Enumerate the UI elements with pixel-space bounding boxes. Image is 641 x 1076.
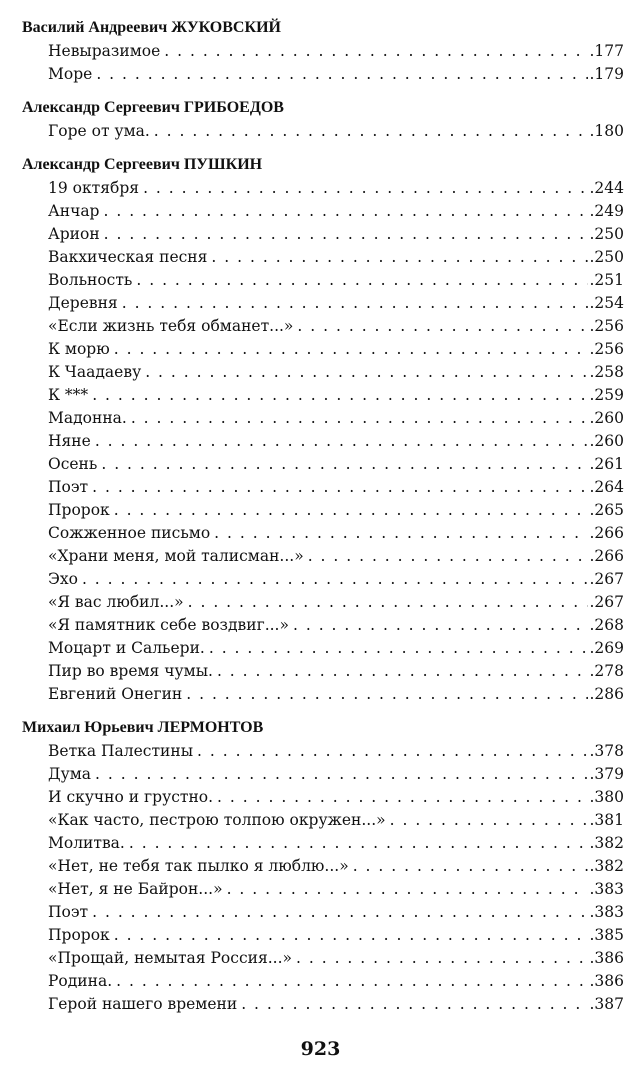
dot-leader (197, 740, 588, 763)
entry-page-number: .267 (588, 591, 624, 614)
dot-leader (103, 200, 588, 223)
entry-page-number: .265 (588, 499, 624, 522)
dot-leader (241, 993, 588, 1016)
entry-page-number: .260 (588, 430, 624, 453)
dot-leader (390, 809, 589, 832)
dot-leader (114, 499, 589, 522)
entry-title: «Я памятник себе воздвиг...» (48, 614, 293, 637)
entry-page-number: .385 (588, 924, 624, 947)
toc-entry (48, 315, 624, 338)
entry-title: Сожженное письмо (48, 522, 214, 545)
toc-entry (48, 591, 624, 614)
dot-leader (95, 763, 588, 786)
dot-leader (214, 522, 588, 545)
entry-title: Деревня (48, 292, 122, 315)
entry-list (22, 177, 624, 706)
entry-title: Моцарт и Сальери. (48, 637, 209, 660)
toc-entry (48, 476, 624, 499)
toc-entry (48, 522, 624, 545)
dot-leader (82, 568, 589, 591)
entry-title: Поэт (48, 901, 92, 924)
dot-leader (211, 246, 588, 269)
entry-page-number: .266 (588, 522, 624, 545)
toc-entry (48, 637, 624, 660)
entry-title: Анчар (48, 200, 103, 223)
entry-title: «Храни меня, мой талисман...» (48, 545, 308, 568)
toc-entry (48, 63, 624, 86)
dot-leader (131, 407, 589, 430)
toc-entry (48, 407, 624, 430)
entry-page-number: .381 (588, 809, 624, 832)
entry-page-number: .256 (588, 315, 624, 338)
toc-entry (48, 763, 624, 786)
dot-leader (143, 177, 588, 200)
entry-page-number: .383 (588, 878, 624, 901)
entry-page-number: .267 (588, 568, 624, 591)
dot-leader (96, 63, 588, 86)
entry-title: «Если жизнь тебя обманет...» (48, 315, 297, 338)
entry-page-number: .266 (588, 545, 624, 568)
dot-leader (164, 40, 588, 63)
toc-entry (48, 269, 624, 292)
entry-page-number: .286 (588, 683, 624, 706)
dot-leader (116, 970, 588, 993)
entry-page-number: .383 (588, 901, 624, 924)
dot-leader (296, 947, 588, 970)
entry-page-number: .269 (588, 637, 624, 660)
dot-leader (145, 361, 588, 384)
dot-leader (129, 832, 589, 855)
entry-title: «Нет, не тебя так пылко я люблю...» (48, 855, 353, 878)
author-heading: Михаил Юрьевич ЛЕРМОНТОВ (22, 719, 264, 736)
entry-title: «Нет, я не Байрон...» (48, 878, 227, 901)
author-heading: Александр Сергеевич ГРИБОЕДОВ (22, 99, 284, 116)
entry-title: Герой нашего времени (48, 993, 241, 1016)
toc-entry (48, 993, 624, 1016)
entry-title: К Чаадаеву (48, 361, 145, 384)
entry-page-number: .380 (588, 786, 624, 809)
entry-list (22, 120, 624, 143)
toc-entry (48, 40, 624, 63)
dot-leader (122, 292, 589, 315)
dot-leader (353, 855, 589, 878)
entry-page-number: .244 (588, 177, 624, 200)
dot-leader (217, 660, 589, 683)
toc-entry (48, 786, 624, 809)
entry-page-number: .387 (588, 993, 624, 1016)
dot-leader (227, 878, 589, 901)
toc-entry (48, 120, 624, 143)
toc-entry (48, 361, 624, 384)
toc-entry (48, 970, 624, 993)
toc-entry (48, 901, 624, 924)
toc-entry (48, 855, 624, 878)
dot-leader (104, 223, 589, 246)
entry-title: И скучно и грустно. (48, 786, 217, 809)
toc-entry (48, 660, 624, 683)
entry-title: Горе от ума. (48, 120, 154, 143)
entry-title: Вольность (48, 269, 136, 292)
entry-page-number: .268 (588, 614, 624, 637)
entry-title: Море (48, 63, 96, 86)
entry-list (22, 40, 624, 86)
dot-leader (114, 924, 589, 947)
author-heading: Василий Андреевич ЖУКОВСКИЙ (22, 19, 281, 36)
entry-title: Няне (48, 430, 95, 453)
entry-list (22, 740, 624, 1016)
entry-title: «Я вас любил...» (48, 591, 188, 614)
entry-title: Дума (48, 763, 95, 786)
dot-leader (101, 453, 588, 476)
toc-entry (48, 947, 624, 970)
entry-page-number: .382 (588, 832, 624, 855)
entry-title: Невыразимое (48, 40, 164, 63)
entry-page-number: .261 (588, 453, 624, 476)
entry-page-number: .386 (588, 970, 624, 993)
entry-title: Осень (48, 453, 101, 476)
toc-entry (48, 809, 624, 832)
dot-leader (188, 591, 589, 614)
dot-leader (217, 786, 588, 809)
toc-entry (48, 832, 624, 855)
toc-entry (48, 924, 624, 947)
toc-entry (48, 614, 624, 637)
toc-entry (48, 499, 624, 522)
entry-page-number: .259 (588, 384, 624, 407)
entry-page-number: .379 (588, 763, 624, 786)
dot-leader (92, 476, 588, 499)
entry-page-number: .179 (588, 63, 624, 86)
dot-leader (297, 315, 588, 338)
entry-title: «Как часто, пестрою толпою окружен...» (48, 809, 390, 832)
entry-page-number: .382 (588, 855, 624, 878)
toc-entry (48, 740, 624, 763)
author-section (22, 153, 624, 706)
dot-leader (92, 901, 588, 924)
entry-page-number: .256 (588, 338, 624, 361)
author-section (22, 16, 624, 86)
entry-page-number: .386 (588, 947, 624, 970)
entry-title: Ветка Палестины (48, 740, 197, 763)
entry-title: 19 октября (48, 177, 143, 200)
entry-title: Арион (48, 223, 104, 246)
entry-page-number: .278 (588, 660, 624, 683)
table-of-contents (22, 16, 624, 1016)
entry-page-number: .249 (588, 200, 624, 223)
entry-page-number: .258 (588, 361, 624, 384)
entry-page-number: .264 (588, 476, 624, 499)
dot-leader (154, 120, 589, 143)
toc-entry (48, 384, 624, 407)
dot-leader (293, 614, 589, 637)
entry-title: Эхо (48, 568, 82, 591)
toc-entry (48, 545, 624, 568)
toc-entry (48, 292, 624, 315)
author-heading: Александр Сергеевич ПУШКИН (22, 156, 263, 173)
toc-entry (48, 878, 624, 901)
toc-entry (48, 683, 624, 706)
dot-leader (186, 683, 588, 706)
entry-page-number: .177 (588, 40, 624, 63)
toc-entry (48, 177, 624, 200)
dot-leader (95, 430, 589, 453)
author-section (22, 96, 624, 143)
page-number: 923 (300, 1038, 341, 1060)
entry-title: Родина. (48, 970, 116, 993)
entry-title: Пир во время чумы. (48, 660, 217, 683)
entry-page-number: .180 (588, 120, 624, 143)
toc-entry (48, 338, 624, 361)
entry-title: Вакхическая песня (48, 246, 211, 269)
entry-page-number: .260 (588, 407, 624, 430)
entry-title: К морю (48, 338, 114, 361)
entry-title: Поэт (48, 476, 92, 499)
entry-page-number: .250 (588, 223, 624, 246)
entry-page-number: .250 (588, 246, 624, 269)
toc-entry (48, 200, 624, 223)
dot-leader (209, 637, 589, 660)
toc-entry (48, 453, 624, 476)
toc-entry (48, 246, 624, 269)
entry-title: К *** (48, 384, 92, 407)
author-section (22, 716, 624, 1016)
entry-page-number: .378 (588, 740, 624, 763)
toc-entry (48, 223, 624, 246)
toc-entry (48, 568, 624, 591)
entry-title: Пророк (48, 499, 114, 522)
entry-title: Пророк (48, 924, 114, 947)
entry-title: «Прощай, немытая Россия...» (48, 947, 296, 970)
entry-title: Мадонна. (48, 407, 131, 430)
entry-page-number: .251 (588, 269, 624, 292)
dot-leader (308, 545, 589, 568)
dot-leader (136, 269, 588, 292)
toc-entry (48, 430, 624, 453)
entry-title: Евгений Онегин (48, 683, 186, 706)
dot-leader (92, 384, 588, 407)
entry-page-number: .254 (588, 292, 624, 315)
entry-title: Молитва. (48, 832, 129, 855)
dot-leader (114, 338, 589, 361)
